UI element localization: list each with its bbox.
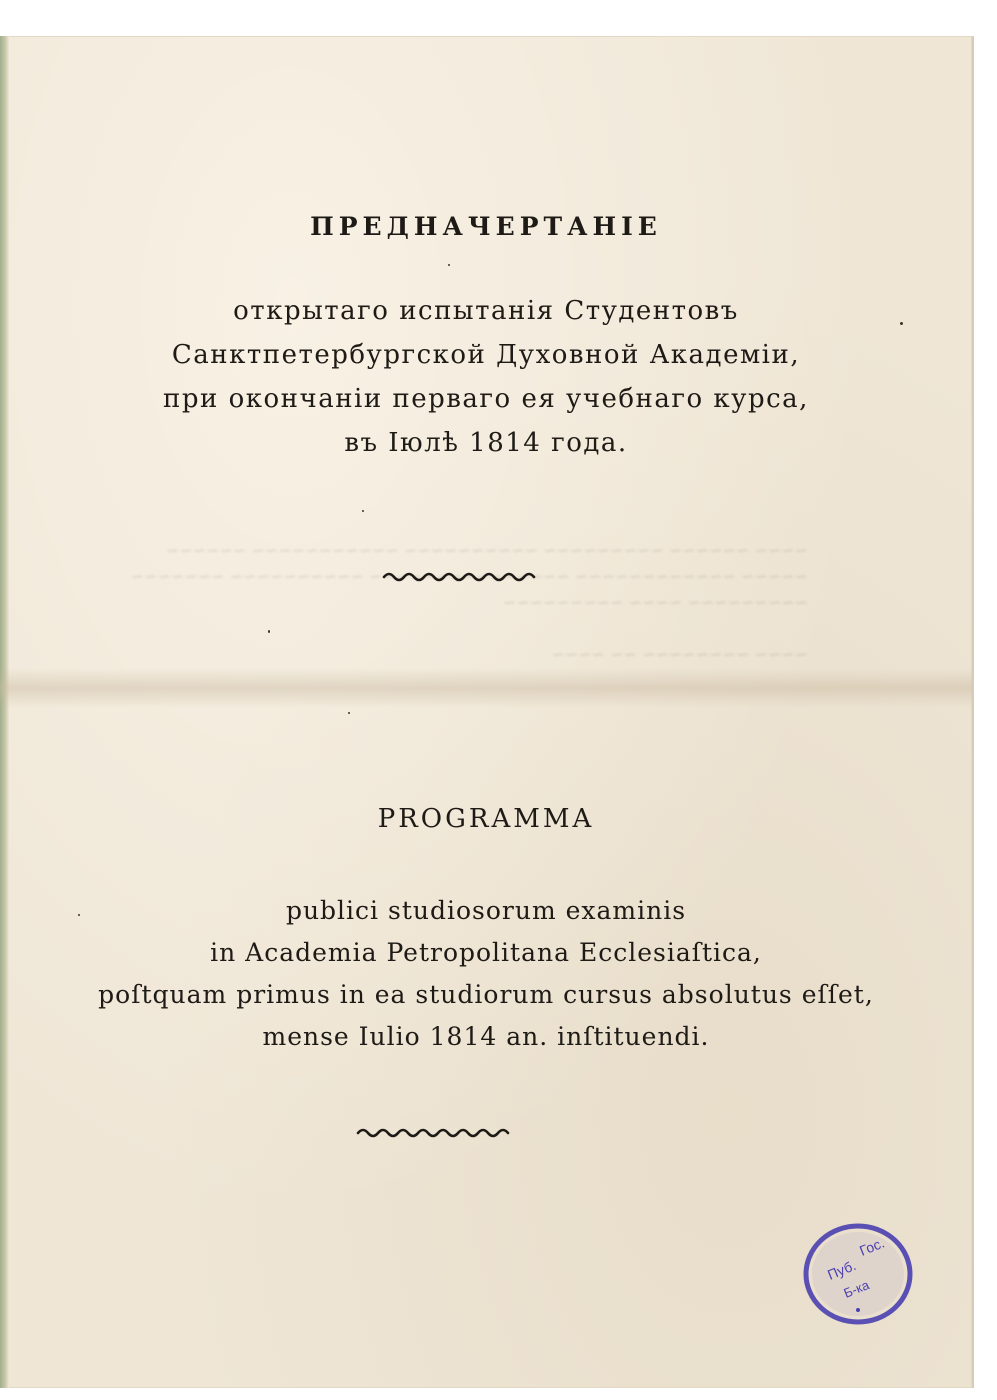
stamp-text-line-3: Б-ка xyxy=(841,1277,872,1301)
heading-russian: ПРЕДНАЧЕРТАНІЕ xyxy=(310,212,662,241)
latin-line-2: in Academia Petropolitana Ecclesiaſtica, xyxy=(210,938,762,967)
stamp-text-line-1: Гос. xyxy=(857,1234,887,1259)
paper-speck xyxy=(448,264,450,266)
stamp-text-line-2: Пуб. xyxy=(825,1257,859,1283)
paper-speck xyxy=(268,630,270,633)
russian-line-2: Санктпетербургской Духовной Академіи, xyxy=(171,340,801,370)
russian-line-1: открытаго испытанія Студентовъ xyxy=(233,296,739,326)
bleed-through-text: ~~~~ ~~~~~~ ~~~~~~~~~ ~~~~~~~~~~ ~~~~~~~~~~~ ~~~~~~ ~~~~~ ~~~~~~~~~~~~ ~~~~~~~~~~~~~~~ ~~~~~~~~~~ ~~~~~~~ ~~~~~~~~~ ~~~~ ~~~~~~~~~ ~~~~ ~~~~~~~~ ~~ ~~~~ xyxy=(130,541,808,664)
russian-line-3: при окончаніи перваго ея учебнаго курса, xyxy=(163,384,809,414)
wavy-divider-ornament xyxy=(382,570,542,584)
paper-speck xyxy=(362,510,364,512)
latin-line-1: publici studiosorum examinis xyxy=(285,896,687,925)
latin-line-4: mense Iulio 1814 an. inſtituendi. xyxy=(262,1022,710,1051)
wavy-divider-ornament xyxy=(356,1126,516,1140)
latin-line-3: poſtquam primus in ea studiorum cursus absolutus eſſet, xyxy=(98,980,874,1009)
heading-latin: PROGRAMMA xyxy=(377,804,595,834)
paper-speck xyxy=(348,712,350,714)
paper-speck xyxy=(78,914,80,916)
russian-line-4: въ Іюлѣ 1814 года. xyxy=(344,428,628,458)
paper-speck xyxy=(900,322,903,325)
library-stamp xyxy=(800,1222,920,1330)
